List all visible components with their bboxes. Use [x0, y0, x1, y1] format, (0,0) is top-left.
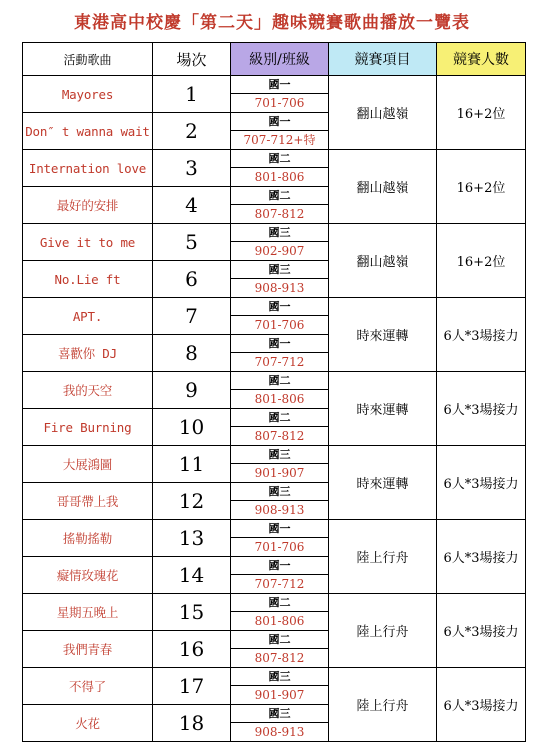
header-song: 活動歌曲 — [23, 43, 153, 76]
people-cell: 6人*3場接力 — [437, 372, 526, 446]
class-range: 801-806 — [254, 392, 305, 406]
song-cell: 哥哥帶上我 — [23, 483, 153, 520]
table-row — [23, 224, 526, 261]
class-range: 901-907 — [254, 688, 305, 702]
round-cell: 14 — [153, 557, 231, 594]
round-cell: 8 — [153, 335, 231, 372]
song-cell: 癡情玫瑰花 — [23, 557, 153, 594]
class-range: 801-806 — [254, 614, 305, 628]
song-cell: Mayores — [23, 76, 153, 113]
header-class: 級別/班級 — [231, 43, 329, 76]
people-cell: 6人*3場接力 — [437, 446, 526, 520]
header-people: 競賽人數 — [437, 43, 526, 76]
grade-label: 國二 — [231, 594, 328, 612]
song-cell: 大展鴻圖 — [23, 446, 153, 483]
round-cell: 2 — [153, 113, 231, 150]
table-row — [23, 372, 526, 409]
song-cell: 我的天空 — [23, 372, 153, 409]
class-range: 908-913 — [254, 725, 305, 739]
event-cell: 時來運轉 — [329, 298, 437, 372]
class-range: 908-913 — [254, 281, 305, 295]
class-cell — [231, 113, 329, 150]
class-cell — [231, 409, 329, 446]
round-cell: 3 — [153, 150, 231, 187]
grade-label: 國一 — [231, 298, 328, 316]
song-cell: 最好的安排 — [23, 187, 153, 224]
class-range: 707-712+特 — [243, 133, 316, 147]
class-cell — [231, 705, 329, 742]
round-cell: 18 — [153, 705, 231, 742]
event-cell: 陸上行舟 — [329, 594, 437, 668]
event-cell: 陸上行舟 — [329, 520, 437, 594]
class-range: 701-706 — [254, 540, 305, 554]
song-cell: Internation love — [23, 150, 153, 187]
song-cell: Give it to me — [23, 224, 153, 261]
table-row — [23, 520, 526, 557]
grade-label: 國一 — [231, 113, 328, 131]
table-row — [23, 76, 526, 113]
event-cell: 翻山越嶺 — [329, 150, 437, 224]
people-cell: 6人*3場接力 — [437, 298, 526, 372]
people-cell: 16+2位 — [437, 224, 526, 298]
round-cell: 9 — [153, 372, 231, 409]
song-cell: Don″ t wanna wait — [23, 113, 153, 150]
event-cell: 陸上行舟 — [329, 668, 437, 742]
round-cell: 5 — [153, 224, 231, 261]
event-cell: 時來運轉 — [329, 446, 437, 520]
class-cell — [231, 594, 329, 631]
grade-label: 國一 — [231, 335, 328, 353]
song-cell: Fire Burning — [23, 409, 153, 446]
round-cell: 7 — [153, 298, 231, 335]
event-cell: 翻山越嶺 — [329, 224, 437, 298]
class-cell — [231, 150, 329, 187]
class-range: 902-907 — [254, 244, 305, 258]
page-title: 東港高中校慶「第二天」趣味競賽歌曲播放一覽表 — [74, 13, 470, 33]
round-cell: 10 — [153, 409, 231, 446]
song-cell: 喜歡你 DJ — [23, 335, 153, 372]
class-cell — [231, 224, 329, 261]
grade-label: 國二 — [231, 150, 328, 168]
round-cell: 1 — [153, 76, 231, 113]
class-cell — [231, 520, 329, 557]
round-cell: 13 — [153, 520, 231, 557]
song-schedule-table — [22, 42, 526, 742]
event-cell: 翻山越嶺 — [329, 76, 437, 150]
class-range: 901-907 — [254, 466, 305, 480]
song-cell: 搖勒搖勒 — [23, 520, 153, 557]
song-cell: 我們青春 — [23, 631, 153, 668]
people-cell: 16+2位 — [437, 76, 526, 150]
table-header-row — [23, 43, 526, 76]
round-cell: 12 — [153, 483, 231, 520]
song-cell: No.Lie ft — [23, 261, 153, 298]
class-range: 701-706 — [254, 96, 305, 110]
header-round: 場次 — [153, 43, 231, 76]
grade-label: 國一 — [231, 76, 328, 94]
round-cell: 17 — [153, 668, 231, 705]
round-cell: 4 — [153, 187, 231, 224]
grade-label: 國二 — [231, 409, 328, 427]
grade-label: 國二 — [231, 631, 328, 649]
song-cell: 星期五晚上 — [23, 594, 153, 631]
table-row — [23, 668, 526, 705]
round-cell: 15 — [153, 594, 231, 631]
people-cell: 16+2位 — [437, 150, 526, 224]
grade-label: 國二 — [231, 187, 328, 205]
grade-label: 國三 — [231, 446, 328, 464]
class-cell — [231, 668, 329, 705]
grade-label: 國三 — [231, 483, 328, 501]
class-range: 707-712 — [254, 355, 305, 369]
grade-label: 國三 — [231, 224, 328, 242]
grade-label: 國一 — [231, 520, 328, 538]
class-cell — [231, 557, 329, 594]
class-cell — [231, 298, 329, 335]
class-cell — [231, 446, 329, 483]
class-cell — [231, 335, 329, 372]
table-body — [23, 76, 526, 742]
table-row — [23, 298, 526, 335]
class-cell — [231, 483, 329, 520]
grade-label: 國三 — [231, 261, 328, 279]
class-cell — [231, 372, 329, 409]
song-cell: APT. — [23, 298, 153, 335]
header-event: 競賽項目 — [329, 43, 437, 76]
people-cell: 6人*3場接力 — [437, 668, 526, 742]
class-range: 807-812 — [254, 651, 305, 665]
class-range: 707-712 — [254, 577, 305, 591]
class-range: 701-706 — [254, 318, 305, 332]
grade-label: 國二 — [231, 372, 328, 390]
class-cell — [231, 187, 329, 224]
round-cell: 11 — [153, 446, 231, 483]
song-cell: 火花 — [23, 705, 153, 742]
class-range: 807-812 — [254, 429, 305, 443]
table-row — [23, 594, 526, 631]
table-row — [23, 150, 526, 187]
event-cell: 時來運轉 — [329, 372, 437, 446]
grade-label: 國一 — [231, 557, 328, 575]
class-range: 807-812 — [254, 207, 305, 221]
round-cell: 16 — [153, 631, 231, 668]
song-cell: 不得了 — [23, 668, 153, 705]
class-range: 908-913 — [254, 503, 305, 517]
table-row — [23, 446, 526, 483]
people-cell: 6人*3場接力 — [437, 594, 526, 668]
class-cell — [231, 261, 329, 298]
class-cell — [231, 631, 329, 668]
grade-label: 國三 — [231, 705, 328, 723]
people-cell: 6人*3場接力 — [437, 520, 526, 594]
grade-label: 國三 — [231, 668, 328, 686]
class-range: 801-806 — [254, 170, 305, 184]
round-cell: 6 — [153, 261, 231, 298]
class-cell — [231, 76, 329, 113]
